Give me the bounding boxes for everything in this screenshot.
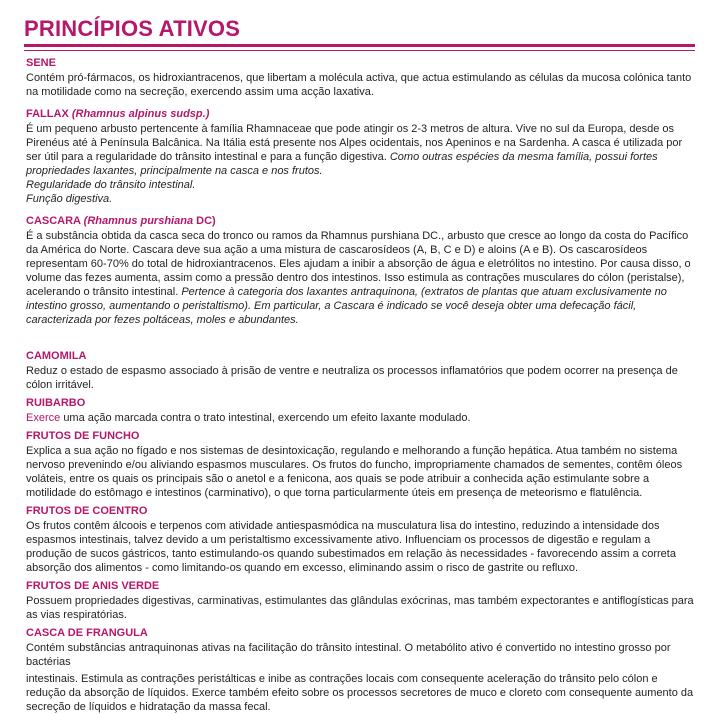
italic-text: Pertence à categoria dos laxantes antraquinona, (extratos de plantas que atuam exclusivamente no intestino grosso, aumentando o peristaltismo). Em particular, a Cascara é indicado se você deseja obter uma defecação fácil, caracterizada por fezes poltáceas, moles e abundantes. bbox=[26, 286, 667, 326]
heading-name: CASCARA bbox=[26, 215, 81, 227]
lead-word: Exerce bbox=[26, 412, 61, 424]
section-heading: FRUTOS DE ANIS VERDE bbox=[26, 580, 160, 592]
body-text: uma ação marcada contra o trato intestinal, exercendo um efeito laxante modulado. bbox=[63, 412, 471, 424]
section-heading: CAMOMILA bbox=[26, 350, 87, 362]
section-camomila bbox=[26, 349, 698, 392]
heading-species: (Rhamnus purshiana bbox=[83, 215, 194, 227]
section-text bbox=[26, 411, 698, 425]
section-anis bbox=[26, 579, 698, 622]
page-title: PRINCÍPIOS ATIVOS bbox=[24, 16, 241, 41]
section-text: Possuem propriedades digestivas, carminativas, estimulantes das glândulas exócrinas, mas também expectorantes e antiflogísticas para as vias respiratórias. bbox=[26, 595, 694, 621]
section-text bbox=[26, 122, 698, 178]
section-heading: RUIBARBO bbox=[26, 397, 86, 409]
heading-suffix: DC) bbox=[196, 215, 216, 227]
italic-text: Como outras espécies da mesma família, possui fortes propriedades laxantes, principalmente na casca e nos frutos. bbox=[26, 151, 658, 177]
section-heading: FRUTOS DE COENTRO bbox=[26, 505, 148, 517]
heading-name: FALLAX bbox=[26, 108, 69, 120]
content bbox=[26, 56, 698, 714]
section-text: Explica a sua ação no fígado e nos sistemas de desintoxicação, regulando e melhorando a função hepática. Atua também no sistema nervoso prevenindo e/ou aliviando espasmos musculares. Os frutos do funcho, impropriamente chamados de sementes, contêm óleos voláteis, entre os quais os principais são o anetol e a fenicona, aos quais se pode atribuir a conhecida ação estimulante sobre a motilidade do estômago e intestinos (carminativo), o que torna particularmente úteis em presença de meteorismo e flatulência. bbox=[26, 445, 683, 499]
section-text: Contém substâncias antraquinonas ativas na facilitação do trânsito intestinal. O metabólito ativo é convertido no intestino grosso por bactérias bbox=[26, 642, 671, 668]
body-text: É a substância obtida da casca seca do tronco ou ramos da Rhamnus purshiana DC., arbusto que cresce ao longo da costa do Pacífico da América do Norte. Cascara deve sua ação a uma mistura de cascarosídeos (A, B, C e D) e aloins (A e B). Os cascarosídeos representam 60-70% do total de hidroxiantracenos. Eles ajudam a inibir a absorção de água e eletrólitos no intestino. Por causa disso, o volume das fezes aumenta, assim como a pressão dentro dos intestinos. Isso estimula as contrações musculares do cólon (peristalse), acelerando o trânsito intestinal. bbox=[26, 230, 691, 298]
section-heading: SENE bbox=[26, 57, 56, 69]
section-funcho bbox=[26, 429, 698, 500]
section-heading: FRUTOS DE FUNCHO bbox=[26, 430, 140, 442]
section-heading bbox=[26, 214, 698, 228]
section-sene bbox=[26, 56, 698, 99]
section-text: Os frutos contêm álcoois e terpenos com atividade antiespasmódica na musculatura lisa do intestino, reduzindo a intensidade dos espasmos intestinais, talvez devido a um peristaltismo excessivamente ativo. Influenciam os processos de digestão e regulam a produção de sucos gástricos, tanto estimulando-os quando subestimados em relação às necessidades - favorecendo assim a correta absorção dos alimentos - como limitando-os quando em excesso, eliminando assim o risco de gastrite ou refluxo. bbox=[26, 520, 676, 574]
section-frangula bbox=[26, 626, 698, 714]
section-coentro bbox=[26, 504, 698, 575]
section-heading bbox=[26, 107, 698, 121]
section-text: Contém pró-fármacos, os hidroxiantracenos, que libertam a molécula activa, que actua estimulando as células da mucosa colónica tanto na motilidade como na secreção, exercendo assim uma acção laxativa. bbox=[26, 72, 692, 98]
title-divider-thin bbox=[24, 50, 695, 51]
section-heading: CASCA DE FRANGULA bbox=[26, 627, 148, 639]
benefit-line: Regularidade do trânsito intestinal. bbox=[26, 179, 196, 191]
section-text bbox=[26, 229, 698, 327]
section-ruibarbo bbox=[26, 396, 698, 425]
title-divider bbox=[24, 44, 695, 47]
section-fallax bbox=[26, 107, 698, 206]
heading-species: (Rhamnus alpinus sudsp.) bbox=[71, 108, 210, 120]
section-text: Reduz o estado de espasmo associado à prisão de ventre e neutraliza os processos inflamatórios que podem ocorrer na presença de cólon irritável. bbox=[26, 365, 678, 391]
section-cascara bbox=[26, 214, 698, 327]
benefit-line: Função digestiva. bbox=[26, 193, 113, 205]
section-text: intestinais. Estimula as contrações peristálticas e inibe as contrações locais com consequente aceleração do trânsito pelo cólon e redução da absorção de líquidos. Exerce também efeito sobre os processos secretores de muco e cloreto com consequente aumento da secreção de líquidos e hidratação da massa fecal. bbox=[26, 673, 694, 713]
body-text: É um pequeno arbusto pertencente à família Rhamnaceae que pode atingir os 2-3 metros de altura. Vive no sul da Europa, desde os Pirenéus até à Península Balcânica. Na Itália está presente nos Alpes ocidentais, nos Apeninos e na Sardenha. A casca é utilizada por ser útil para a regularidade do trânsito intestinal e para a função digestiva. bbox=[26, 123, 683, 163]
